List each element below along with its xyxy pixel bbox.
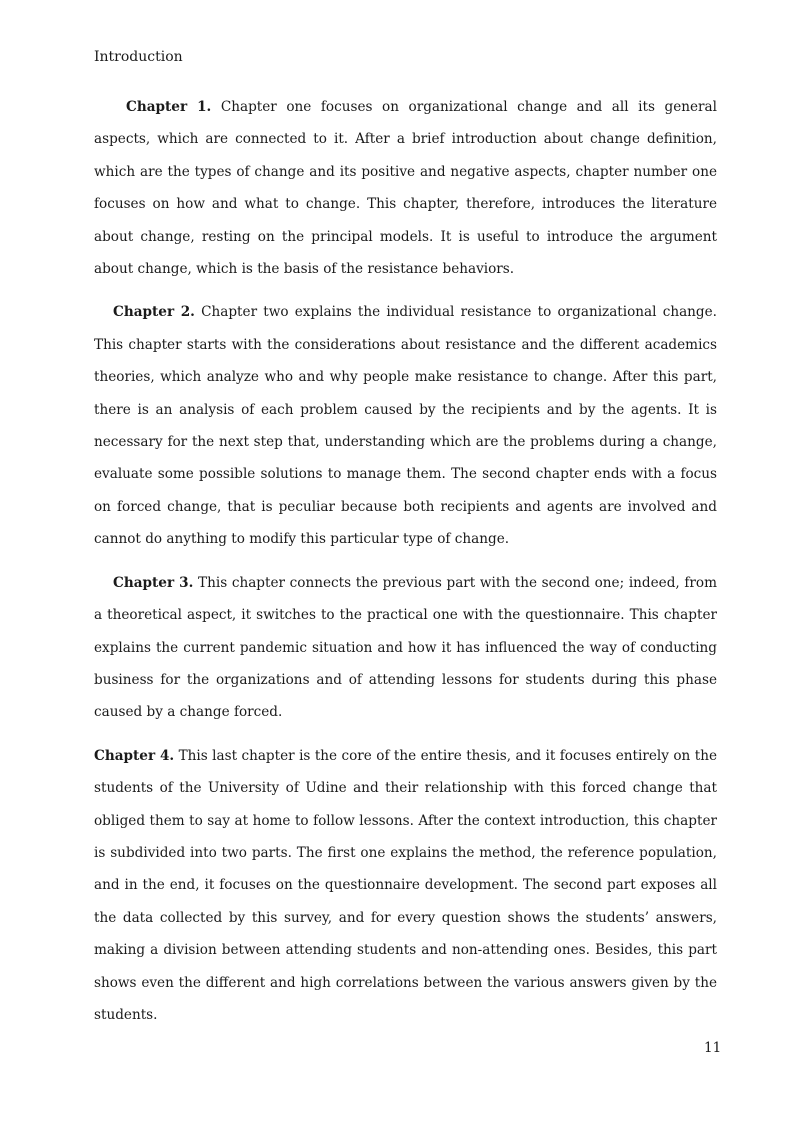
- paragraph-text: This last chapter is the core of the entire thesis, and it focuses entirely on the students of the University of Udine and their relationship with this forced change that obliged them to say at home to follow lessons. After the context introduction, this chapter is subdivided into two parts. The first one explains the method, the reference population, and in the end, it focuses on the questionnaire development. The second part exposes all the data collected by this survey, and for every question shows the students’ answers, making a division between attending students and non-attending ones. Besides, this part shows even the different and high correlations between the various answers given by the students.: [94, 747, 717, 1023]
- paragraph-lead: Chapter 3.: [113, 574, 194, 591]
- body-text: [94, 91, 717, 1042]
- paragraph-chapter-4: [94, 740, 717, 1032]
- paragraph-lead: Chapter 4.: [94, 747, 175, 764]
- paragraph-chapter-2: [94, 296, 717, 555]
- paragraph-chapter-3: [94, 567, 717, 729]
- paragraph-text: This chapter connects the previous part with the second one; indeed, from a theoretical aspect, it switches to the practical one with the questionnaire. This chapter explains the current pandemic situation and how it has influenced the way of conducting business for the organizations and of attending lessons for students during this phase caused by a change forced.: [94, 574, 718, 721]
- paragraph-text: Chapter two explains the individual resistance to organizational change. This chapter starts with the considerations about resistance and the different academics theories, which analyze who and why people make resistance to change. After this part, there is an analysis of each problem caused by the recipients and by the agents. It is necessary for the next step that, understanding which are the problems during a change, evaluate some possible solutions to manage them. The second chapter ends with a focus on forced change, that is peculiar because both recipients and agents are involved and cannot do anything to modify this particular type of change.: [94, 304, 717, 548]
- paragraph-lead: Chapter 1.: [126, 99, 212, 115]
- paragraph-text: Chapter one focuses on organizational change and all its general aspects, which are connected to it. After a brief introduction about change definition, which are the types of change and its positive and negative aspects, chapter number one focuses on how and what to change. This chapter, therefore, introduces the literature about change, resting on the principal models. It is useful to introduce the argument about change, which is the basis of the resistance behaviors.: [94, 99, 717, 278]
- paragraph-chapter-1: [94, 91, 717, 285]
- paragraph-lead: Chapter 2.: [113, 304, 195, 321]
- running-header: Introduction: [94, 49, 183, 65]
- page-number: 11: [704, 1040, 722, 1056]
